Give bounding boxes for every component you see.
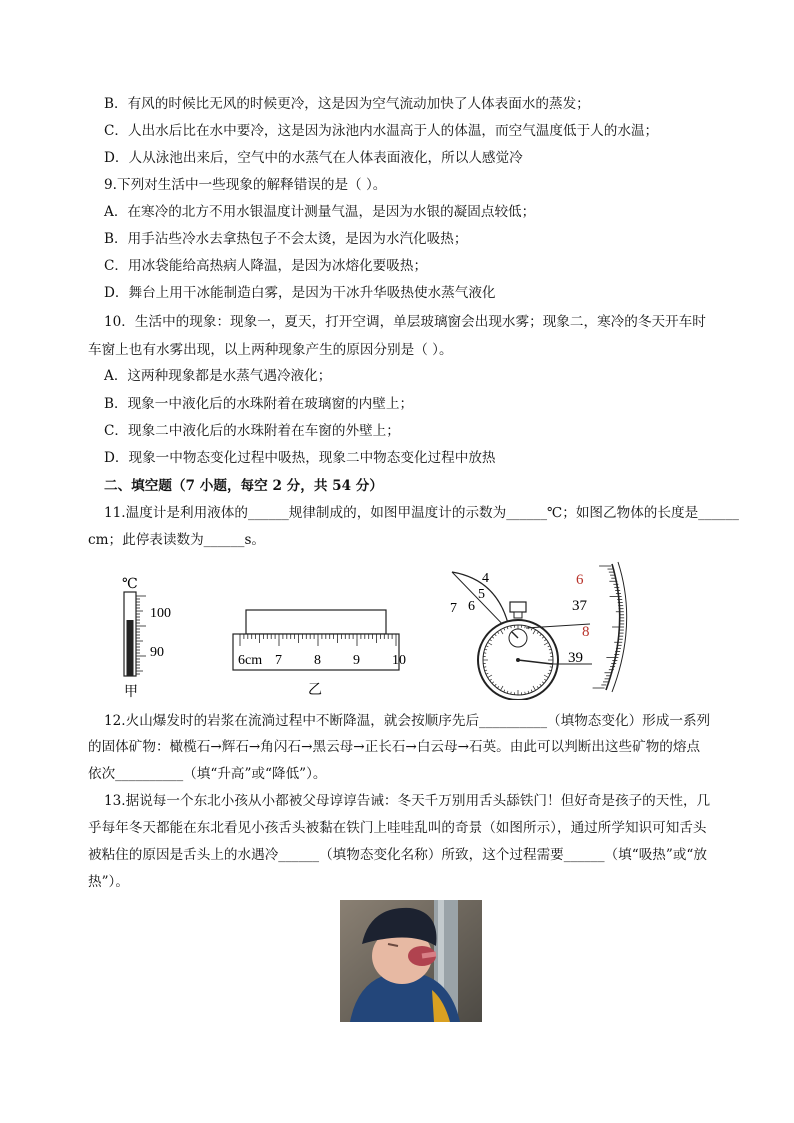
q9-option-c: C．用冰袋能给高热病人降温，是因为冰熔化要吸热； (104, 258, 428, 274)
q10-stem-line1: 10．生活中的现象：现象一，夏天，打开空调，单层玻璃窗会出现水雾；现象二，寒冷的冬天开车时 (104, 314, 706, 330)
q8-option-b: B．有风的时候比无风的时候更冷，这是因为空气流动加快了人体表面水的蒸发； (104, 96, 590, 112)
q10-option-a: A．这两种现象都是水蒸气遇冷液化； (104, 368, 332, 384)
q12-line2: 的固体矿物：橄榄石→辉石→角闪石→黑云母→正长石→白云母→石英。由此可以判断出这些矿物的熔点 (88, 739, 701, 755)
thermometer-label-100: 100 (150, 606, 171, 621)
q10-option-d: D．现象一中物态变化过程中吸热，现象二中物态变化过程中放热 (104, 450, 496, 466)
stopwatch-pivot (516, 658, 520, 662)
q8-option-c: C．人出水后比在水中要冷，这是因为泳池内水温高于人的体温，而空气温度低于人的水温； (104, 123, 659, 139)
q8-option-d: D．人从泳池出来后，空气中的水蒸气在人体表面液化，所以人感觉冷 (104, 150, 523, 166)
small-dial-label-5: 5 (478, 587, 485, 602)
scale-label-6: 6 (576, 572, 584, 588)
q11-line2: cm；此停表读数为______s。 (88, 532, 266, 548)
scale-label-39: 39 (568, 650, 583, 666)
tongue (422, 954, 436, 956)
q9-option-a: A．在寒冷的北方不用水银温度计测量气温，是因为水银的凝固点较低； (104, 204, 536, 220)
section-heading-fill-in: 二、填空题（7 小题，每空 2 分，共 54 分） (104, 478, 383, 494)
stopwatch-stem (514, 612, 522, 618)
q9-option-d: D．舞台上用干冰能制造白雾，是因为干冰升华吸热使水蒸气液化 (104, 285, 496, 301)
scale-label-37: 37 (572, 598, 587, 614)
q10-option-c: C．现象二中液化后的水珠附着在车窗的外壁上； (104, 423, 400, 439)
q12-line3: 依次__________（填“升高”或“降低”）。 (88, 766, 327, 782)
scale-label-8: 8 (582, 624, 590, 640)
small-dial-label-7: 7 (450, 601, 457, 616)
ruler-caption: 乙 (308, 683, 322, 698)
thermometer-label-90: 90 (150, 645, 164, 660)
stopwatch-figure (440, 560, 640, 700)
measured-block (246, 610, 386, 634)
q12-line1: 12.火山爆发时的岩浆在流淌过程中不断降温，就会按顺序先后__________（填物态变化）形成一系列 (104, 713, 711, 729)
q13-line2: 乎每年冬天都能在东北看见小孩舌头被黏在铁门上哇哇乱叫的奇景（如图所示），通过所学知识可知舌头 (88, 820, 707, 836)
q13-line4: 热”）。 (88, 874, 129, 890)
small-dial-label-6: 6 (468, 599, 475, 614)
ruler-label: 6cm (238, 653, 263, 668)
q13-line1: 13.据说每一个东北小孩从小都被父母谆谆告诫：冬天千万别用舌头舔铁门！但好奇是孩子的天性，几 (104, 793, 711, 809)
ruler-label: 9 (353, 653, 360, 668)
stopwatch-crown (510, 602, 526, 612)
photo-drawing (340, 900, 482, 1022)
ruler-label: 10 (392, 653, 406, 668)
thermometer-caption: 甲 (124, 685, 138, 700)
thermometer-unit: ℃ (122, 577, 138, 592)
child-tongue-photo (340, 900, 482, 1022)
q13-line3: 被粘住的原因是舌头上的水遇冷______（填物态变化名称）所致，这个过程需要______（填“吸热”或“放 (88, 847, 707, 863)
small-dial-label-4: 4 (482, 571, 489, 586)
thermometer-ticks (136, 596, 146, 674)
q10-stem-line2: 车窗上也有水雾出现，以上两种现象产生的原因分别是（ ）。 (88, 342, 453, 358)
q9-stem: 9.下列对生活中一些现象的解释错误的是（ ）。 (104, 177, 387, 193)
ruler-label: 8 (314, 653, 321, 668)
q11-line1: 11.温度计是利用液体的______规律制成的，如图甲温度计的示数为______℃；如图乙物体的长度是______ (104, 505, 739, 521)
ruler-figure (228, 600, 408, 700)
ruler-label: 7 (275, 653, 282, 668)
thermometer-figure (110, 570, 190, 700)
thermometer-liquid (127, 620, 134, 676)
q9-option-b: B．用手沾些冷水去拿热包子不会太烫，是因为水汽化吸热； (104, 231, 468, 247)
q10-option-b: B．现象一中液化后的水珠附着在玻璃窗的内壁上； (104, 396, 414, 412)
